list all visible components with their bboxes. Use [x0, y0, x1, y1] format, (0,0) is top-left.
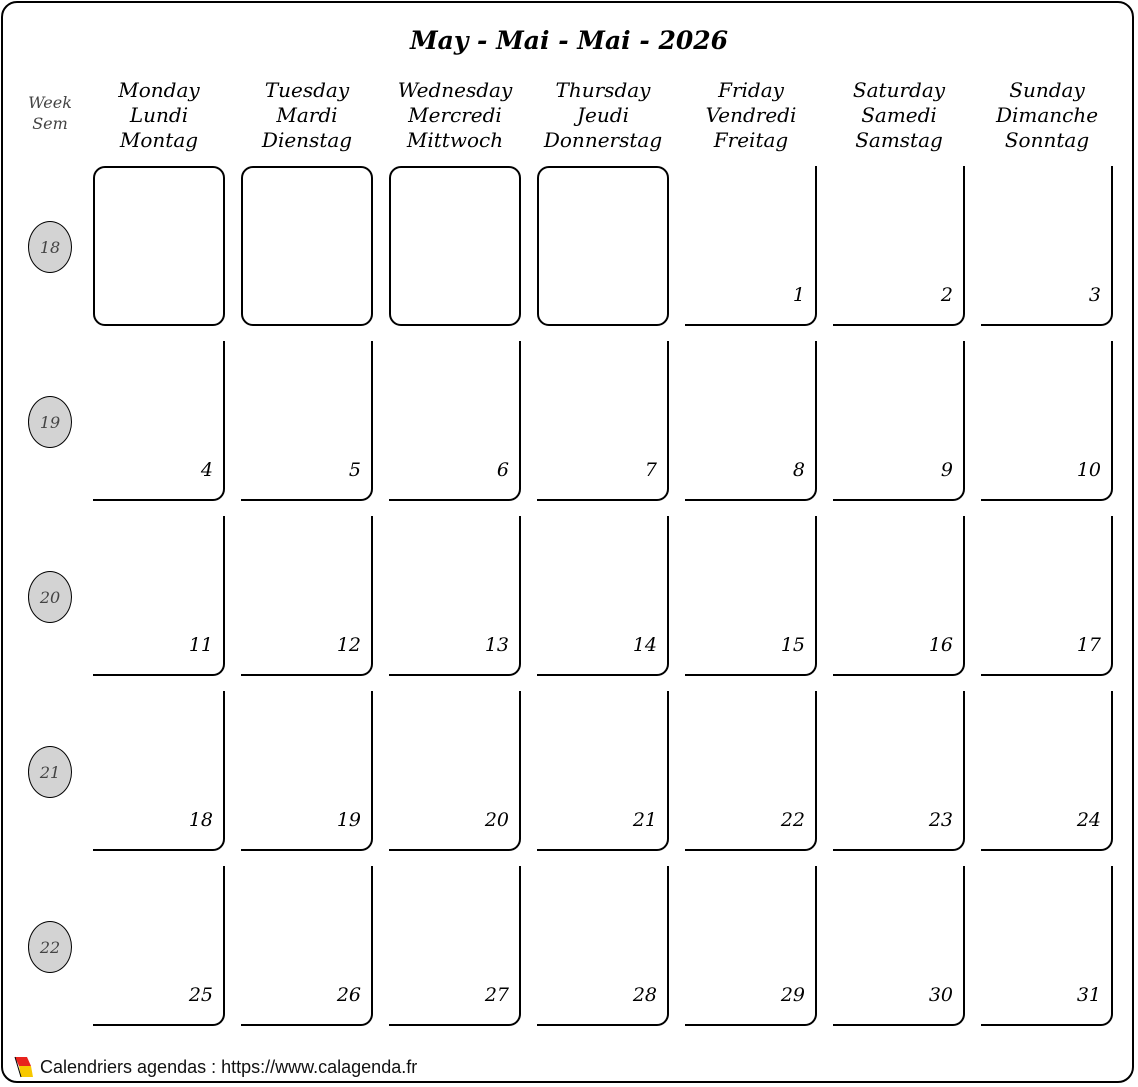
day-cell[interactable]	[537, 691, 669, 851]
day-cell[interactable]	[833, 691, 965, 851]
day-number: 27	[484, 984, 509, 1006]
day-header-wednesday	[380, 78, 530, 153]
day-cell[interactable]	[93, 341, 225, 501]
day-name-de: Dienstag	[261, 128, 353, 152]
day-cell[interactable]	[981, 866, 1113, 1026]
day-name-en: Friday	[718, 78, 784, 102]
day-header-saturday	[824, 78, 974, 153]
day-cell[interactable]	[93, 866, 225, 1026]
day-number: 14	[632, 634, 657, 656]
day-name-fr: Dimanche	[995, 103, 1099, 127]
day-name-fr: Mercredi	[408, 103, 502, 127]
day-number: 6	[496, 459, 509, 481]
calendar-title: May - Mai - Mai - 2026	[409, 26, 729, 55]
footer-credit[interactable]	[14, 1054, 417, 1080]
day-name-en: Thursday	[555, 78, 651, 102]
day-number: 21	[632, 809, 657, 831]
day-cell[interactable]	[981, 341, 1113, 501]
day-number: 15	[780, 634, 805, 656]
day-name-de: Montag	[119, 128, 199, 152]
day-cell[interactable]	[537, 516, 669, 676]
day-name-en: Tuesday	[264, 78, 350, 102]
day-number: 3	[1088, 284, 1101, 306]
day-number: 26	[336, 984, 361, 1006]
week-header-label-fr: Sem	[32, 114, 68, 133]
day-name-fr: Vendredi	[705, 103, 797, 127]
day-cell[interactable]	[389, 691, 521, 851]
day-header-tuesday	[232, 78, 382, 153]
day-name-en: Saturday	[852, 78, 946, 102]
footer-text: Calendriers agendas : https://www.calagenda.fr	[40, 1056, 418, 1077]
day-cell[interactable]	[981, 166, 1113, 326]
day-number: 30	[928, 984, 953, 1006]
day-header-monday	[84, 78, 234, 153]
day-number: 11	[188, 634, 213, 656]
day-cell[interactable]	[93, 516, 225, 676]
empty-day-cell[interactable]	[241, 166, 373, 326]
day-number: 25	[188, 984, 213, 1006]
day-cell[interactable]	[833, 341, 965, 501]
day-number: 22	[780, 809, 805, 831]
day-cell[interactable]	[537, 866, 669, 1026]
day-cell[interactable]	[833, 866, 965, 1026]
day-header-sunday	[972, 78, 1122, 153]
day-number: 2	[940, 284, 953, 306]
week-number-badge: 22	[28, 921, 72, 973]
day-cell[interactable]	[833, 516, 965, 676]
day-cell[interactable]	[389, 341, 521, 501]
day-name-de: Mittwoch	[406, 128, 504, 152]
day-name-fr: Samedi	[861, 103, 937, 127]
day-number: 7	[644, 459, 657, 481]
calagenda-logo-icon	[14, 1056, 34, 1078]
day-cell[interactable]	[685, 866, 817, 1026]
day-number: 31	[1076, 984, 1101, 1006]
day-name-de: Sonntag	[1004, 128, 1090, 152]
day-number: 9	[940, 459, 953, 481]
day-cell[interactable]	[241, 516, 373, 676]
empty-day-cell[interactable]	[537, 166, 669, 326]
day-number: 17	[1076, 634, 1101, 656]
week-number-badge: 20	[28, 571, 72, 623]
day-name-en: Sunday	[1009, 78, 1085, 102]
day-name-en: Wednesday	[397, 78, 513, 102]
day-cell[interactable]	[981, 516, 1113, 676]
day-cell[interactable]	[241, 691, 373, 851]
day-cell[interactable]	[685, 341, 817, 501]
week-header-label-en: Week	[28, 93, 72, 112]
empty-day-cell[interactable]	[389, 166, 521, 326]
day-cell[interactable]	[389, 866, 521, 1026]
day-number: 18	[188, 809, 213, 831]
day-name-fr: Jeudi	[577, 103, 629, 127]
day-cell[interactable]	[537, 341, 669, 501]
day-number: 13	[484, 634, 509, 656]
day-cell[interactable]	[685, 691, 817, 851]
day-number: 29	[780, 984, 805, 1006]
day-number: 19	[336, 809, 361, 831]
day-cell[interactable]	[241, 866, 373, 1026]
day-cell[interactable]	[685, 516, 817, 676]
day-name-en: Monday	[118, 78, 200, 102]
day-number: 16	[928, 634, 953, 656]
week-number-badge: 21	[28, 746, 72, 798]
day-cell[interactable]	[93, 691, 225, 851]
day-name-de: Freitag	[713, 128, 789, 152]
day-cell[interactable]	[389, 516, 521, 676]
day-number: 8	[792, 459, 805, 481]
day-name-fr: Lundi	[129, 103, 189, 127]
day-number: 10	[1076, 459, 1101, 481]
day-name-de: Donnerstag	[543, 128, 663, 152]
empty-day-cell[interactable]	[93, 166, 225, 326]
week-number-badge: 18	[28, 221, 72, 273]
day-number: 24	[1076, 809, 1101, 831]
day-number: 23	[928, 809, 953, 831]
day-cell[interactable]	[685, 166, 817, 326]
day-number: 4	[200, 459, 213, 481]
week-number-badge: 19	[28, 396, 72, 448]
week-column-header	[15, 92, 85, 134]
day-cell[interactable]	[981, 691, 1113, 851]
day-header-friday	[676, 78, 826, 153]
day-name-de: Samstag	[855, 128, 943, 152]
day-number: 20	[484, 809, 509, 831]
day-header-thursday	[528, 78, 678, 153]
day-number: 12	[336, 634, 361, 656]
day-cell[interactable]	[833, 166, 965, 326]
day-cell[interactable]	[241, 341, 373, 501]
day-number: 1	[792, 284, 805, 306]
day-number: 28	[632, 984, 657, 1006]
day-number: 5	[348, 459, 361, 481]
day-name-fr: Mardi	[276, 103, 338, 127]
